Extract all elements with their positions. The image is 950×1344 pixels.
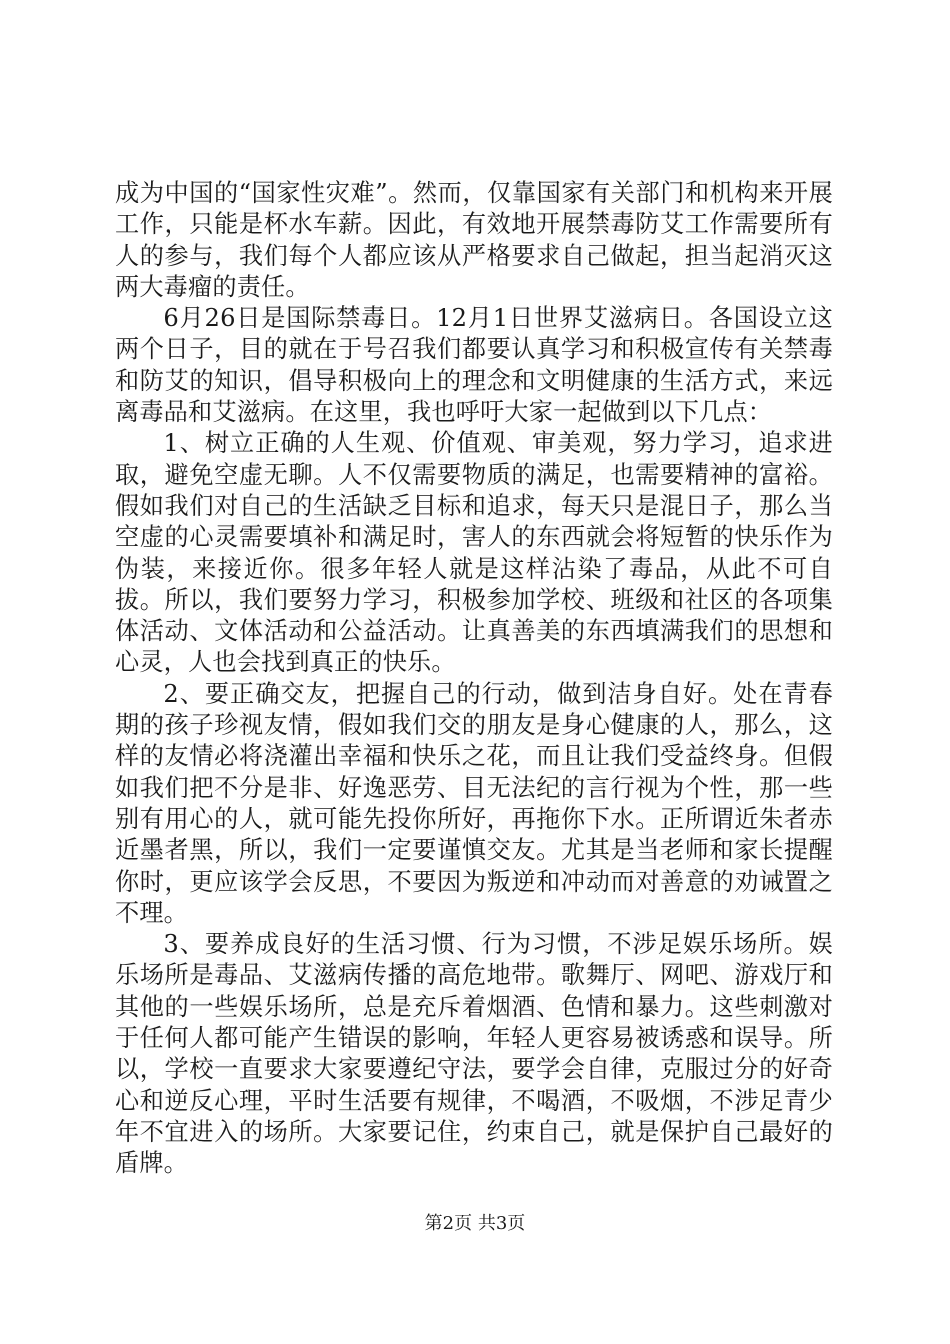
paragraph-point-3: 3、要养成良好的生活习惯、行为习惯，不涉足娱乐场所。娱乐场所是毒品、艾滋病传播的高危地带。歌舞厅、网吧、游戏厅和其他的一些娱乐场所，总是充斥着烟酒、色情和暴力。这些刺激对于任何人都可能产生错误的影响，年轻人更容易被诱惑和误导。所以，学校一直要求大家要遵纪守法，要学会自律，克服过分的好奇心和逆反心理，平时生活要有规律，不喝酒，不吸烟，不涉足青少年不宜进入的场所。大家要记住，约束自己，就是保护自己最好的盾牌。 [115, 930, 833, 1178]
document-body [115, 178, 833, 1180]
paragraph-point-2: 2、要正确交友，把握自己的行动，做到洁身自好。处在青春期的孩子珍视友情，假如我们交的朋友是身心健康的人，那么，这样的友情必将浇灌出幸福和快乐之花，而且让我们受益终身。但假如我们把不分是非、好逸恶劳、目无法纪的言行视为个性，那一些别有用心的人，就可能先投你所好，再拖你下水。正所谓近朱者赤近墨者黑，所以，我们一定要谨慎交友。尤其是当老师和家长提醒你时，更应该学会反思，不要因为叛逆和冲动而对善意的劝诫置之不理。 [115, 679, 833, 927]
paragraph-dates: 6月26日是国际禁毒日。12月1日世界艾滋病日。各国设立这两个日子，目的就在于号召我们都要认真学习和积极宣传有关禁毒和防艾的知识，倡导积极向上的理念和文明健康的生活方式，来远离毒品和艾滋病。在这里，我也呼吁大家一起做到以下几点： [115, 304, 833, 427]
paragraph-point-1: 1、树立正确的人生观、价值观、审美观，努力学习，追求进取，避免空虚无聊。人不仅需要物质的满足，也需要精神的富裕。假如我们对自己的生活缺乏目标和追求，每天只是混日子，那么当空虚的心灵需要填补和满足时，害人的东西就会将短暂的快乐作为伪装，来接近你。很多年轻人就是这样沾染了毒品，从此不可自拔。所以，我们要努力学习，积极参加学校、班级和社区的各项集体活动、文体活动和公益活动。让真善美的东西填满我们的思想和心灵，人也会找到真正的快乐。 [115, 429, 833, 677]
paragraph-continuation: 成为中国的“国家性灾难”。然而，仅靠国家有关部门和机构来开展工作，只能是杯水车薪。因此，有效地开展禁毒防艾工作需要所有人的参与，我们每个人都应该从严格要求自己做起，担当起消灭这两大毒瘤的责任。 [115, 179, 833, 301]
page-footer: 第2页 共3页 [424, 1213, 526, 1234]
